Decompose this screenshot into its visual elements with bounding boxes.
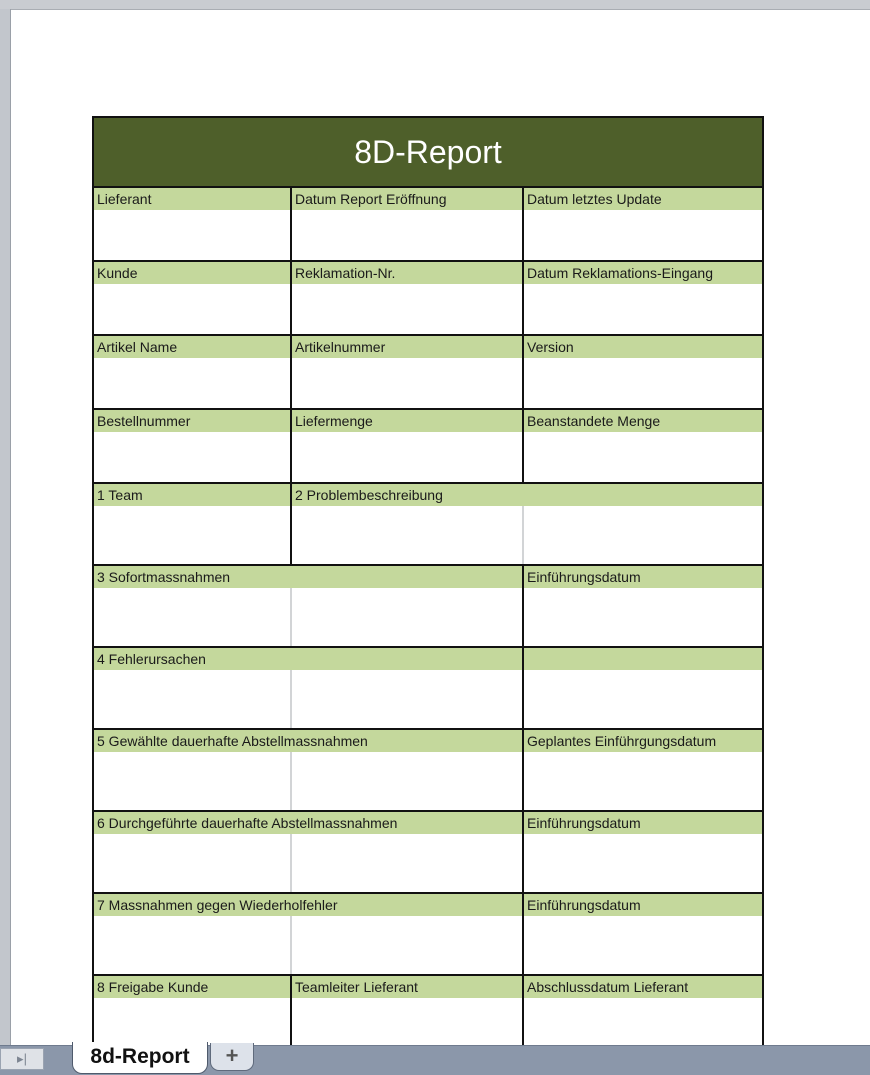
input-area-wiederholfehler[interactable] xyxy=(94,916,762,974)
header-kunde-3: Datum Reklamations-Eingang xyxy=(524,262,762,284)
column-divider xyxy=(522,188,524,262)
header-artikel-1: Artikel Name xyxy=(94,336,290,358)
input-area-lieferant[interactable] xyxy=(94,210,762,260)
column-divider-faint xyxy=(290,916,292,974)
add-sheet-button[interactable]: + xyxy=(210,1043,254,1071)
input-area-bestellung[interactable] xyxy=(94,432,762,482)
column-divider xyxy=(522,812,524,894)
column-divider-faint xyxy=(522,506,524,564)
header-bestellung-2: Liefermenge xyxy=(292,410,522,432)
column-divider-faint xyxy=(290,670,292,728)
header-sofort-1: 3 Sofortmassnahmen xyxy=(94,566,522,588)
header-abstell-durchgefuehrt-1: 6 Durchgeführte dauerhafte Abstellmassnahmen xyxy=(94,812,522,834)
header-wiederholfehler-2: Einführungsdatum xyxy=(524,894,762,916)
column-divider xyxy=(522,566,524,648)
input-area-fehlerursachen[interactable] xyxy=(94,670,762,728)
header-lieferant-1: Lieferant xyxy=(94,188,290,210)
input-area-kunde[interactable] xyxy=(94,284,762,334)
report-title: 8D-Report xyxy=(94,118,762,188)
sheet-tab-8d-report[interactable]: 8d-Report xyxy=(72,1042,208,1074)
header-freigabe-2: Teamleiter Lieferant xyxy=(292,976,522,998)
column-divider xyxy=(522,336,524,410)
input-area-abstell-durchgefuehrt[interactable] xyxy=(94,834,762,892)
input-area-freigabe[interactable] xyxy=(94,998,762,1045)
header-lieferant-3: Datum letztes Update xyxy=(524,188,762,210)
header-freigabe-3: Abschlussdatum Lieferant xyxy=(524,976,762,998)
input-area-artikel[interactable] xyxy=(94,358,762,408)
column-divider-faint xyxy=(290,588,292,646)
header-artikel-3: Version xyxy=(524,336,762,358)
column-divider xyxy=(522,410,524,484)
column-divider xyxy=(290,262,292,336)
window-top-bar xyxy=(0,0,870,10)
column-divider xyxy=(522,730,524,812)
column-divider xyxy=(290,976,292,1045)
column-divider xyxy=(522,262,524,336)
column-divider xyxy=(290,410,292,484)
header-wiederholfehler-1: 7 Massnahmen gegen Wiederholfehler xyxy=(94,894,522,916)
column-divider xyxy=(522,648,524,730)
column-divider xyxy=(522,894,524,976)
column-divider-faint xyxy=(290,834,292,892)
column-divider-faint xyxy=(290,752,292,810)
header-team-problem-2: 2 Problembeschreibung xyxy=(292,484,762,506)
header-bestellung-3: Beanstandete Menge xyxy=(524,410,762,432)
column-divider xyxy=(522,976,524,1045)
header-fehlerursachen-2 xyxy=(524,648,762,670)
header-fehlerursachen-1: 4 Fehlerursachen xyxy=(94,648,522,670)
column-divider xyxy=(290,336,292,410)
header-kunde-1: Kunde xyxy=(94,262,290,284)
sheet-nav-last-icon[interactable]: ▸| xyxy=(0,1048,44,1070)
header-freigabe-1: 8 Freigabe Kunde xyxy=(94,976,290,998)
input-area-team-problem[interactable] xyxy=(94,506,762,564)
input-area-abstell-gewaehlt[interactable] xyxy=(94,752,762,810)
header-abstell-gewaehlt-1: 5 Gewählte dauerhafte Abstellmassnahmen xyxy=(94,730,522,752)
column-divider xyxy=(290,188,292,262)
header-kunde-2: Reklamation-Nr. xyxy=(292,262,522,284)
column-divider xyxy=(290,484,292,566)
header-team-problem-1: 1 Team xyxy=(94,484,290,506)
header-bestellung-1: Bestellnummer xyxy=(94,410,290,432)
header-abstell-durchgefuehrt-2: Einführungsdatum xyxy=(524,812,762,834)
left-gutter xyxy=(0,9,11,1045)
input-area-sofort[interactable] xyxy=(94,588,762,646)
header-sofort-2: Einführungsdatum xyxy=(524,566,762,588)
report-form xyxy=(92,116,764,1045)
header-lieferant-2: Datum Report Eröffnung xyxy=(292,188,522,210)
header-abstell-gewaehlt-2: Geplantes Einführgungsdatum xyxy=(524,730,762,752)
header-artikel-2: Artikelnummer xyxy=(292,336,522,358)
